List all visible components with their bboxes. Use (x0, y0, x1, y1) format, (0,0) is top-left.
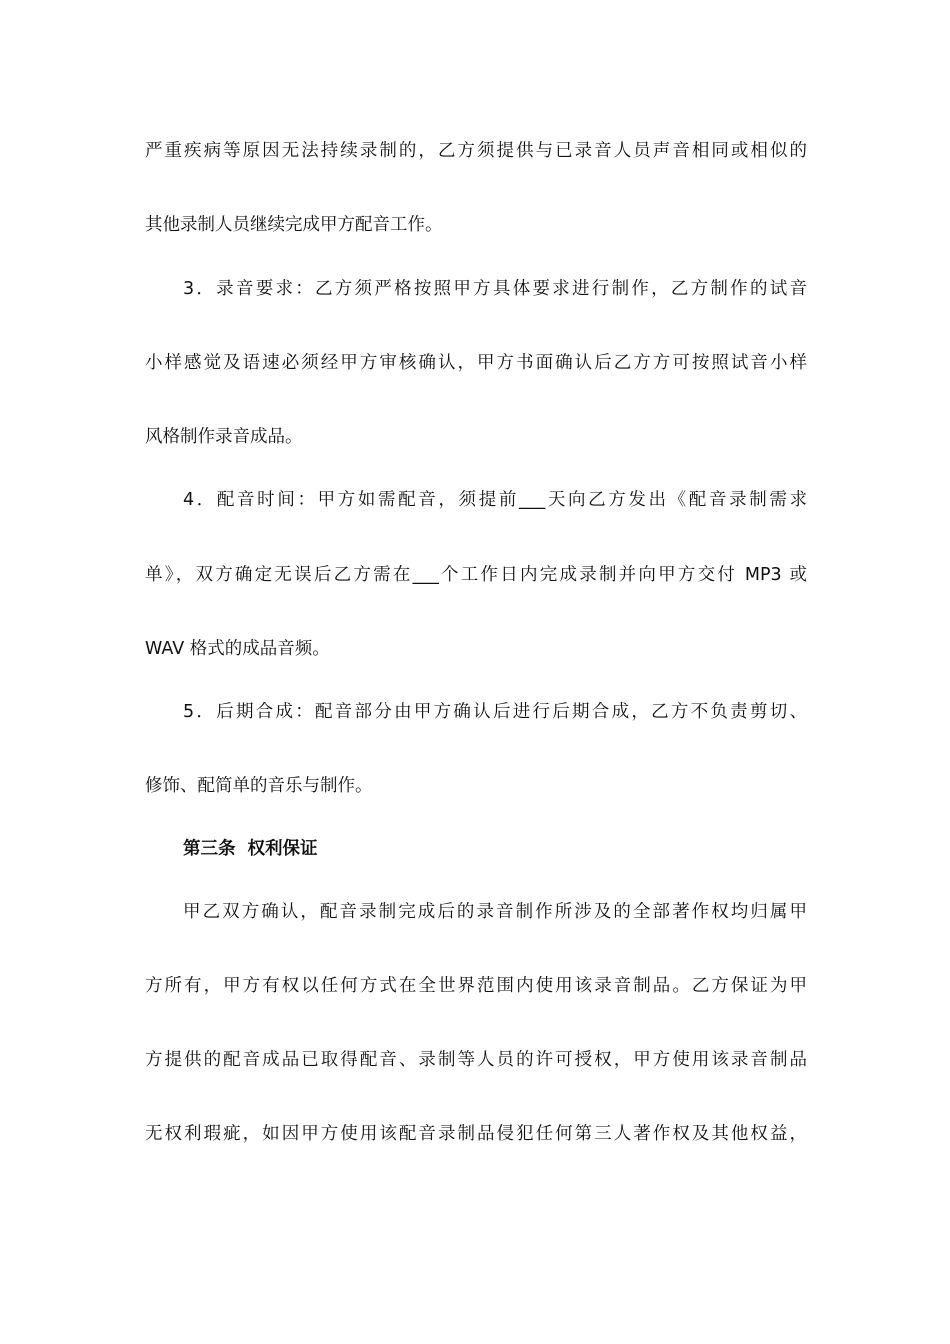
list-item-3-line: 风格制作录音成品。 (145, 427, 303, 447)
list-item-4-line: 4．配音时间：甲方如需配音，须提前___天向乙方发出《配音录制需求 (183, 490, 807, 510)
list-item-3-line: 3．录音要求：乙方须严格按照甲方具体要求进行制作，乙方制作的试音 (183, 279, 807, 299)
list-item-5-line: 修饰、配简单的音乐与制作。 (145, 776, 373, 796)
article-3-line: 无权利瑕疵，如因甲方使用该配音录制品侵犯任何第三人著作权及其他权益， (145, 1124, 807, 1144)
list-item-4-line: WAV 格式的成品音频。 (145, 639, 330, 659)
list-item-3-line: 小样感觉及语速必须经甲方审核确认，甲方书面确认后乙方方可按照试音小样 (145, 353, 807, 373)
list-item-4-line: 单》，双方确定无误后乙方需在___个工作日内完成录制并向甲方交付 MP3 或 (145, 565, 807, 585)
article-3-line: 方所有，甲方有权以任何方式在全世界范围内使用该录音制品。乙方保证为甲 (145, 976, 807, 996)
article-heading (183, 836, 318, 862)
text-line: 严重疾病等原因无法持续录制的，乙方须提供与已录音人员声音相同或相似的 (145, 141, 807, 161)
text-line: 其他录制人员继续完成甲方配音工作。 (145, 215, 443, 235)
article-3-line: 甲乙双方确认，配音录制完成后的录音制作所涉及的全部著作权均归属甲 (183, 902, 807, 922)
article-3-line: 方提供的配音成品已取得配音、录制等人员的许可授权，甲方使用该录音制品 (145, 1050, 807, 1070)
article-number: 第三条 (183, 839, 236, 859)
article-title: 权利保证 (247, 839, 318, 859)
list-item-5-line: 5．后期合成：配音部分由甲方确认后进行后期合成，乙方不负责剪切、 (183, 702, 807, 722)
